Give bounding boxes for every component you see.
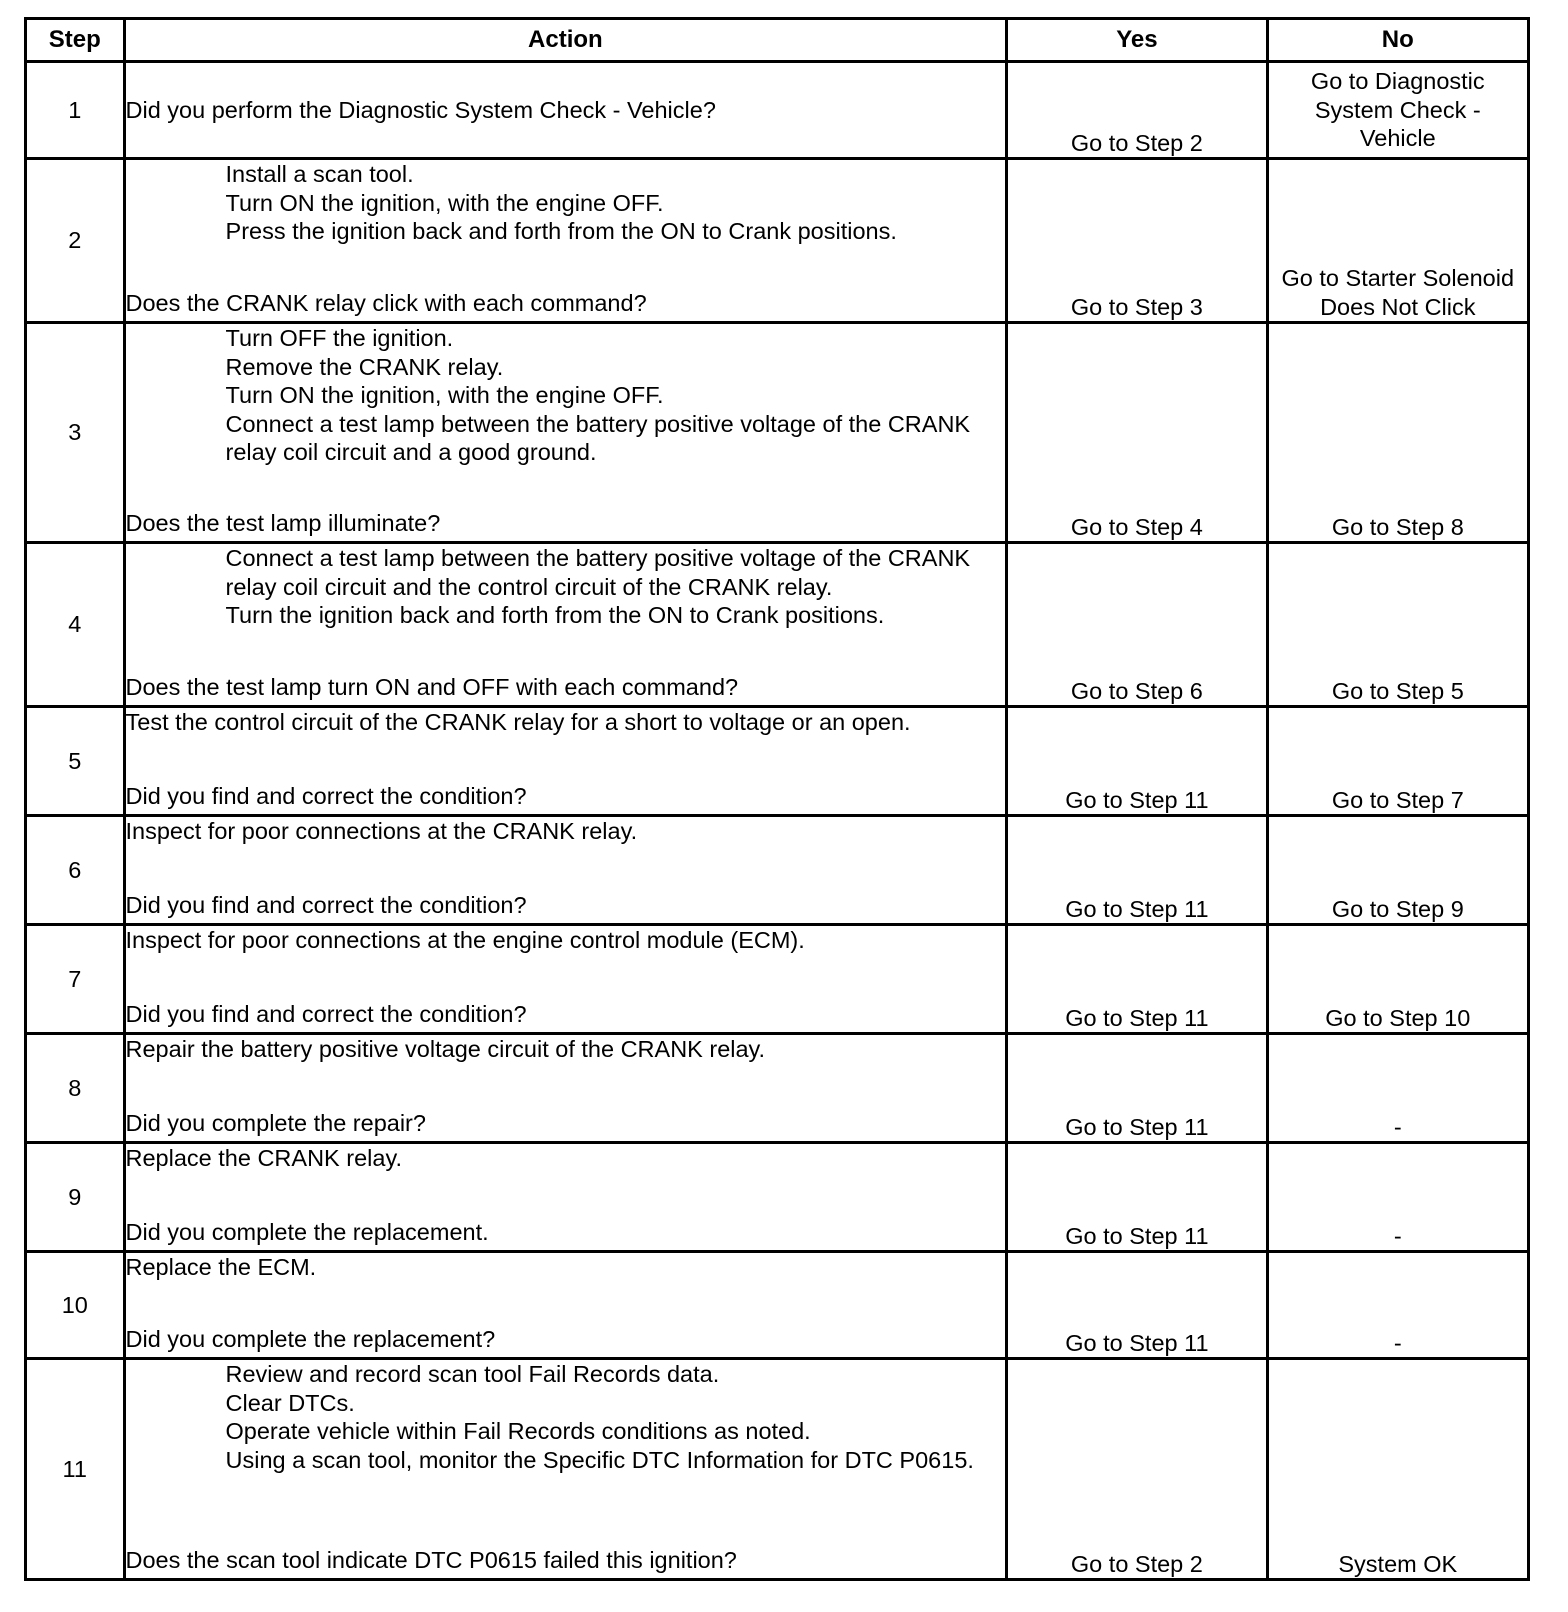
action-content (126, 1035, 1006, 1138)
no-outcome (1267, 707, 1528, 816)
no-outcome (1267, 323, 1528, 543)
yes-outcome: Go to Step 4 (1007, 323, 1267, 543)
table-row (26, 1143, 1529, 1252)
instruction-line: Connect a test lamp between the battery positive voltage of the CRANK relay coil circuit and a good ground. (225, 410, 971, 465)
no-outcome-line: Does Not Click (1320, 293, 1476, 320)
yes-outcome: Go to Step 3 (1007, 159, 1267, 323)
action-cell (124, 543, 1007, 707)
action-content (126, 1253, 1006, 1354)
question-text: Did you find and correct the condition? (125, 891, 527, 918)
instruction-line: Turn ON the ignition, with the engine OFF. (225, 189, 664, 216)
question-text: Does the test lamp turn ON and OFF with each command? (125, 673, 739, 700)
question-text: Did you find and correct the condition? (125, 782, 527, 809)
no-outcome (1267, 1143, 1528, 1252)
no-outcome-line: System Check - (1314, 96, 1481, 123)
instruction-line: Turn the ignition back and forth from the ON to Crank positions. (225, 602, 885, 628)
no-outcome-line: - (1393, 1329, 1402, 1356)
table-row (26, 1252, 1529, 1359)
question-text: Does the test lamp illuminate? (125, 509, 441, 536)
action-cell (124, 707, 1007, 816)
no-outcome (1267, 1252, 1528, 1359)
no-outcome-line: Go to Step 7 (1331, 786, 1464, 813)
no-outcome-line: - (1393, 1113, 1402, 1140)
instruction-list (126, 817, 1006, 846)
instruction-line: Install a scan tool. (225, 161, 414, 187)
table-row (26, 543, 1529, 707)
action-cell (124, 1143, 1007, 1252)
table-row (26, 925, 1529, 1034)
header-yes: Yes (1007, 19, 1267, 62)
instruction-list (126, 324, 1006, 467)
table-body (26, 62, 1529, 1580)
instruction-list (126, 926, 1006, 955)
question-text: Did you complete the replacement. (125, 1218, 489, 1245)
instruction-list (126, 1360, 1006, 1474)
step-number: 5 (26, 707, 125, 816)
action-content (126, 1144, 1006, 1247)
action-content (126, 926, 1006, 1029)
instruction-line: Turn ON the ignition, with the engine OFF. (225, 382, 664, 408)
action-content (126, 708, 1006, 811)
action-cell (124, 1359, 1007, 1580)
table-row (26, 323, 1529, 543)
instruction-line: Clear DTCs. (225, 1389, 355, 1416)
step-number: 2 (26, 159, 125, 323)
question-text: Did you complete the replacement? (125, 1325, 496, 1352)
action-content (126, 817, 1006, 920)
instruction-list (126, 1253, 1006, 1282)
yes-outcome: Go to Step 2 (1007, 1359, 1267, 1580)
no-outcome-line: Go to Step 5 (1331, 677, 1464, 704)
action-content (126, 324, 1006, 538)
instruction-line: Using a scan tool, monitor the Specific DTC Information for DTC P0615. (225, 1446, 974, 1473)
instruction-list (126, 544, 1006, 630)
instruction-line: Repair the battery positive voltage circuit of the CRANK relay. (125, 1036, 766, 1062)
action-cell (124, 159, 1007, 323)
action-cell (124, 816, 1007, 925)
step-number: 4 (26, 543, 125, 707)
step-number: 9 (26, 1143, 125, 1252)
step-number: 11 (26, 1359, 125, 1580)
question-text: Does the scan tool indicate DTC P0615 failed this ignition? (125, 1546, 737, 1573)
no-outcome-line: Go to Starter Solenoid (1281, 265, 1515, 291)
table-row (26, 62, 1529, 159)
no-outcome (1267, 159, 1528, 323)
instruction-line: Test the control circuit of the CRANK relay for a short to voltage or an open. (125, 709, 911, 735)
instruction-list (126, 708, 1006, 737)
yes-outcome: Go to Step 11 (1007, 925, 1267, 1034)
no-outcome (1267, 1034, 1528, 1143)
table-row (26, 816, 1529, 925)
step-number: 7 (26, 925, 125, 1034)
instruction-line: Replace the ECM. (125, 1254, 317, 1280)
instruction-line: Replace the CRANK relay. (125, 1145, 402, 1171)
instruction-list (126, 1144, 1006, 1173)
instruction-line: Turn OFF the ignition. (225, 325, 454, 351)
no-outcome (1267, 816, 1528, 925)
action-content (126, 63, 1006, 154)
instruction-line: Connect a test lamp between the battery positive voltage of the CRANK relay coil circuit and the control circuit of the CRANK relay. (225, 545, 971, 600)
action-cell (124, 62, 1007, 159)
instruction-line: Inspect for poor connections at the CRANK relay. (125, 818, 638, 844)
diagnostic-table (24, 17, 1530, 1581)
yes-outcome: Go to Step 11 (1007, 816, 1267, 925)
step-number: 1 (26, 62, 125, 159)
action-cell (124, 925, 1007, 1034)
question-text: Did you perform the Diagnostic System Check - Vehicle? (125, 96, 716, 123)
no-outcome (1267, 1359, 1528, 1580)
no-outcome-line: - (1393, 1222, 1402, 1249)
instruction-line: Review and record scan tool Fail Records data. (225, 1361, 720, 1387)
header-no: No (1267, 19, 1528, 62)
instruction-line: Remove the CRANK relay. (225, 353, 504, 380)
table-row (26, 159, 1529, 323)
yes-outcome: Go to Step 6 (1007, 543, 1267, 707)
no-outcome (1267, 62, 1528, 159)
step-number: 8 (26, 1034, 125, 1143)
no-outcome-line: Go to Diagnostic (1310, 68, 1485, 95)
no-outcome-line: Go to Step 10 (1325, 1004, 1471, 1031)
instruction-line: Operate vehicle within Fail Records conditions as noted. (225, 1418, 811, 1444)
no-outcome (1267, 543, 1528, 707)
step-number: 3 (26, 323, 125, 543)
action-cell (124, 1252, 1007, 1359)
step-number: 10 (26, 1252, 125, 1359)
header-step: Step (26, 19, 125, 62)
no-outcome-line: Go to Step 9 (1331, 895, 1464, 922)
action-cell (124, 323, 1007, 543)
instruction-list (126, 1035, 1006, 1064)
action-content (126, 160, 1006, 318)
instruction-line: Inspect for poor connections at the engine control module (ECM). (125, 927, 805, 953)
question-text: Does the CRANK relay click with each command? (125, 289, 647, 316)
yes-outcome: Go to Step 11 (1007, 707, 1267, 816)
instruction-line: Press the ignition back and forth from the ON to Crank positions. (225, 218, 897, 244)
question-text: Did you complete the repair? (125, 1109, 426, 1136)
table-row (26, 1034, 1529, 1143)
action-cell (124, 1034, 1007, 1143)
table-row (26, 707, 1529, 816)
header-row (26, 19, 1529, 62)
yes-outcome: Go to Step 2 (1007, 62, 1267, 159)
header-action: Action (124, 19, 1007, 62)
table-row (26, 1359, 1529, 1580)
question-text: Did you find and correct the condition? (125, 1000, 527, 1027)
instruction-list (126, 160, 1006, 246)
step-number: 6 (26, 816, 125, 925)
no-outcome (1267, 925, 1528, 1034)
action-content (126, 1360, 1006, 1575)
no-outcome-line: Vehicle (1359, 125, 1436, 152)
yes-outcome: Go to Step 11 (1007, 1143, 1267, 1252)
no-outcome-line: Go to Step 8 (1331, 513, 1464, 540)
yes-outcome: Go to Step 11 (1007, 1252, 1267, 1359)
no-outcome-line: System OK (1338, 1550, 1458, 1577)
yes-outcome: Go to Step 11 (1007, 1034, 1267, 1143)
action-content (126, 544, 1006, 702)
